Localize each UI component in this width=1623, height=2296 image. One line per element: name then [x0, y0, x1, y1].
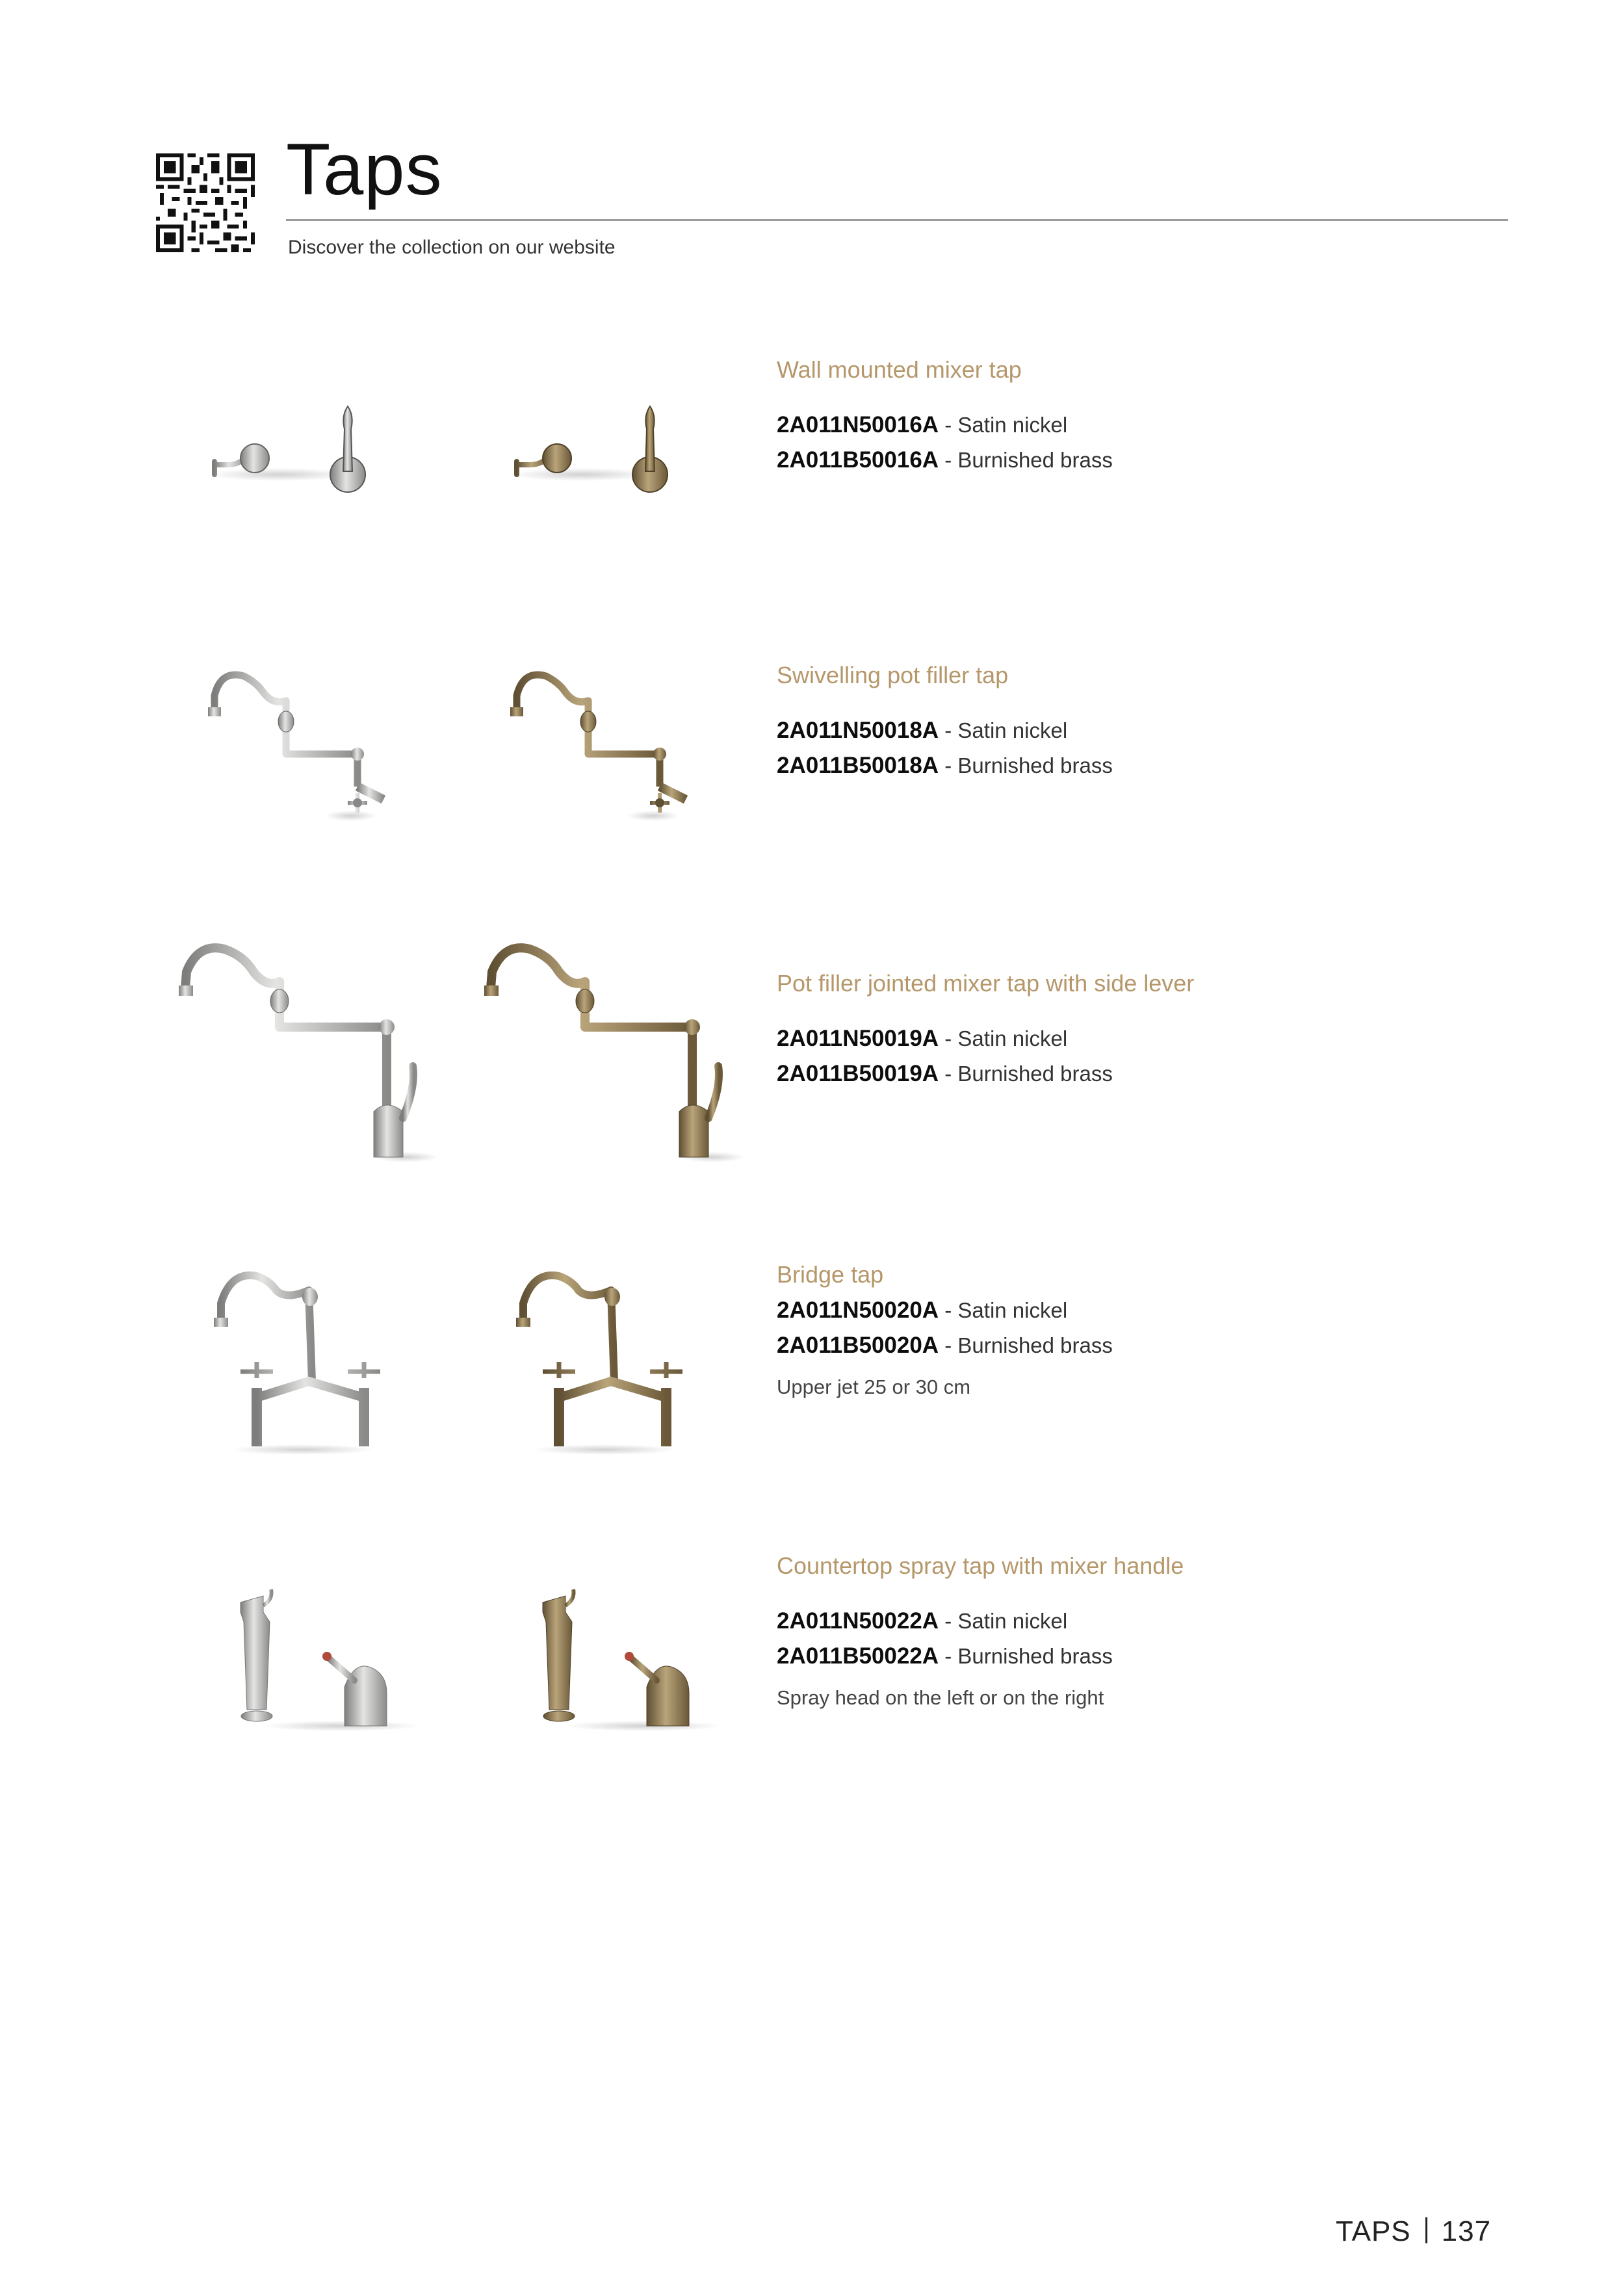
- product-note: Upper jet 25 or 30 cm: [777, 1376, 971, 1398]
- product-name: Pot filler jointed mixer tap with side lever: [777, 970, 1195, 997]
- product-finish: - Burnished brass: [939, 753, 1113, 777]
- qr-code-icon[interactable]: [156, 153, 255, 252]
- product-finish: - Burnished brass: [939, 1644, 1113, 1668]
- product-finish: - Satin nickel: [939, 413, 1068, 437]
- product-finish: - Satin nickel: [939, 1298, 1068, 1322]
- product-bridge-tap: [0, 1248, 1623, 1469]
- product-image-satin-nickel: [195, 657, 409, 832]
- product-pot-filler-jointed-mixer-tap: [0, 936, 1623, 1183]
- product-image-burnished-brass: [478, 936, 751, 1170]
- product-wall-mounted-mixer-tap: [0, 351, 1623, 520]
- product-name: Bridge tap: [777, 1261, 884, 1288]
- product-code: 2A011N50018A: [777, 718, 939, 743]
- page-footer: [1336, 2215, 1491, 2248]
- product-code: 2A011N50016A: [777, 412, 939, 437]
- product-image-burnished-brass: [504, 377, 699, 507]
- product-name: Countertop spray tap with mixer handle: [777, 1552, 1184, 1579]
- product-image-satin-nickel: [205, 1258, 400, 1459]
- product-finish: - Burnished brass: [939, 448, 1113, 472]
- product-code: 2A011B50022A: [777, 1643, 939, 1669]
- product-code: 2A011B50018A: [777, 753, 939, 778]
- product-countertop-spray-tap: [0, 1547, 1623, 1755]
- product-code: 2A011B50020A: [777, 1333, 939, 1358]
- product-name: Wall mounted mixer tap: [777, 356, 1022, 383]
- product-finish: - Satin nickel: [939, 718, 1068, 742]
- product-image-burnished-brass: [507, 1258, 702, 1459]
- product-finish: - Burnished brass: [939, 1062, 1113, 1086]
- product-image-burnished-brass: [513, 1583, 728, 1739]
- product-finish: - Satin nickel: [939, 1026, 1068, 1050]
- product-finish: - Burnished brass: [939, 1333, 1113, 1357]
- product-image-satin-nickel: [211, 1583, 426, 1739]
- page-subtitle[interactable]: Discover the collection on our website: [288, 237, 616, 258]
- footer-separator: [1425, 2217, 1427, 2243]
- product-image-satin-nickel: [201, 377, 396, 507]
- product-code: 2A011N50022A: [777, 1608, 939, 1634]
- footer-section-label: TAPS: [1336, 2215, 1411, 2247]
- product-image-burnished-brass: [497, 657, 712, 832]
- product-code: 2A011B50019A: [777, 1061, 939, 1086]
- product-code: 2A011N50020A: [777, 1298, 939, 1323]
- product-note: Spray head on the left or on the right: [777, 1686, 1104, 1709]
- product-swivelling-pot-filler-tap: [0, 657, 1623, 852]
- page-number: 137: [1441, 2215, 1492, 2247]
- product-finish: - Satin nickel: [939, 1609, 1068, 1633]
- product-name: Swivelling pot filler tap: [777, 662, 1009, 688]
- product-code: 2A011N50019A: [777, 1026, 939, 1051]
- page-title: Taps: [286, 129, 443, 210]
- product-code: 2A011B50016A: [777, 447, 939, 473]
- title-divider: [286, 219, 1508, 221]
- product-image-satin-nickel: [172, 936, 445, 1170]
